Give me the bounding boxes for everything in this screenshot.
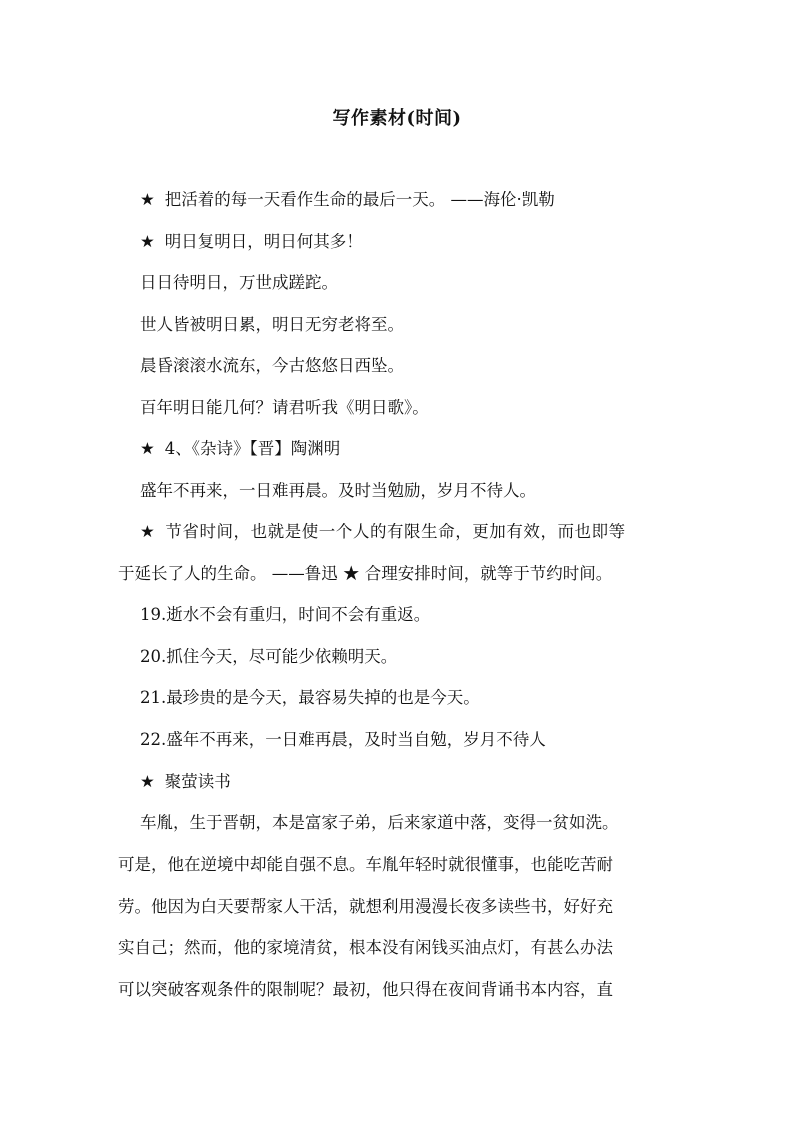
- star-icon: ★: [140, 772, 155, 791]
- line-text: 21.最珍贵的是今天，最容易失掉的也是今天。: [140, 688, 480, 707]
- text-line-2: [140, 232, 363, 252]
- text-line-10: [118, 564, 612, 584]
- star-icon: ★: [140, 522, 156, 541]
- text-line-3: [140, 273, 338, 293]
- line-text: 盛年不再来，一日难再晨。及时当勉励，岁月不待人。: [140, 481, 536, 500]
- line-text: 百年明日能几何？请君听我《明日歌》。: [140, 398, 429, 417]
- line-text: 可是，他在逆境中却能自强不息。车胤年轻时就很懂事，也能吃苦耐: [118, 855, 613, 874]
- text-line-13: [140, 688, 480, 708]
- line-text: 于延长了人的生命。 ——鲁迅 ★ 合理安排时间，就等于节约时间。: [118, 564, 613, 583]
- text-line-20: [118, 980, 613, 1000]
- text-line-18: [118, 897, 613, 917]
- text-line-16: [140, 813, 619, 833]
- line-text: 实自己；然而，他的家境清贫，根本没有闲钱买油点灯，有甚么办法: [118, 938, 613, 957]
- text-line-15: [140, 772, 231, 792]
- text-line-9: [140, 522, 626, 542]
- text-line-4: [140, 315, 404, 335]
- text-line-11: [140, 605, 430, 625]
- line-text: 晨昏滚滚水流东，今古悠悠日西坠。: [140, 356, 404, 375]
- line-text: 4、《杂诗》【晋】陶渊明: [164, 439, 341, 458]
- text-line-17: [118, 855, 613, 875]
- star-icon: ★: [140, 439, 155, 458]
- document-title: 写作素材(时间): [332, 108, 462, 129]
- line-text: 世人皆被明日累，明日无穷老将至。: [140, 315, 404, 334]
- line-text: 节省时间，也就是使一个人的有限生命，更加有效，而也即等: [165, 522, 626, 541]
- text-line-12: [140, 647, 397, 667]
- text-line-6: [140, 398, 429, 418]
- text-line-5: [140, 356, 404, 376]
- line-text: 把活着的每一天看作生命的最后一天。 ——海伦·凯勒: [164, 190, 555, 209]
- text-line-7: [140, 439, 340, 459]
- line-text: 日日待明日，万世成蹉跎。: [140, 273, 338, 292]
- line-text: 车胤，生于晋朝，本是富家子弟，后来家道中落，变得一贫如洗。: [140, 813, 619, 832]
- text-line-8: [140, 481, 536, 501]
- line-text: 19.逝水不会有重归，时间不会有重返。: [140, 605, 431, 624]
- line-text: 可以突破客观条件的限制呢？最初，他只得在夜间背诵书本内容，直: [118, 980, 613, 999]
- star-icon: ★: [140, 190, 155, 209]
- text-line-14: [140, 730, 546, 750]
- line-text: 劳。他因为白天要帮家人干活，就想利用漫漫长夜多读些书，好好充: [118, 897, 613, 916]
- text-line-1: [140, 190, 555, 210]
- line-text: 聚萤读书: [164, 772, 231, 791]
- line-text: 明日复明日，明日何其多！: [164, 232, 363, 251]
- text-line-19: [118, 938, 613, 958]
- line-text: 22.盛年不再来，一日难再晨，及时当自勉，岁月不待人: [140, 730, 546, 749]
- star-icon: ★: [140, 232, 155, 251]
- line-text: 20.抓住今天，尽可能少依赖明天。: [140, 647, 398, 666]
